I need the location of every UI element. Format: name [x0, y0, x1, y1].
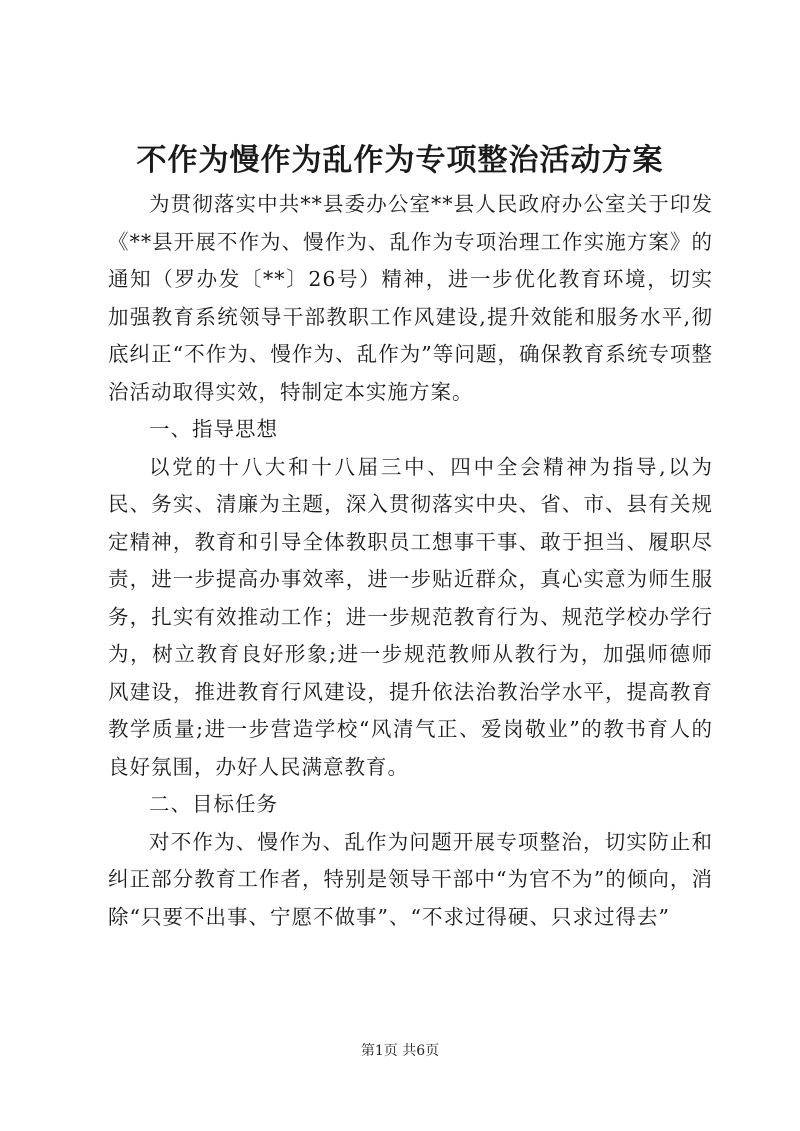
section-heading-goals-tasks: 二、目标任务 — [149, 792, 278, 816]
section-heading-guiding-ideology: 一、指导思想 — [149, 417, 278, 441]
paragraph-intro: 为贯彻落实中共**县委办公室**县人民政府办公室关于印发《**县开展不作为、慢作为、乱作为专项治理工作实施方案》的通知（罗办发〔**〕26号）精神，进一步优化教育环境，切实加强教育系统领导干部教职工作风建设,提升效能和服务水平,彻底纠正“不作为、慢作为、乱作为”等问题，确保教育系统专项整治活动取得实效，特制定本实施方案。 — [108, 192, 713, 404]
paragraph-guiding-ideology: 以党的十八大和十八届三中、四中全会精神为指导,以为民、务实、清廉为主题，深入贯彻落实中央、省、市、县有关规定精神，教育和引导全体教职员工想事干事、敢于担当、履职尽责，进一步提高办事效率，进一步贴近群众，真心实意为师生服务，扎实有效推动工作；进一步规范教育行为、规范学校办学行为，树立教育良好形象;进一步规范教师从教行为，加强师德师风建设，推进教育行风建设，提升依法治教治学水平，提高教育教学质量;进一步营造学校“风清气正、爱岗敬业”的教书育人的良好氛围，办好人民满意教育。 — [108, 454, 713, 779]
page-footer: 第1页 共6页 — [360, 1043, 440, 1059]
paragraph-goals-tasks: 对不作为、慢作为、乱作为问题开展专项整治，切实防止和纠正部分教育工作者，特别是领导干部中“为官不为”的倾向，消除“只要不出事、宁愿不做事”、“不求过得硬、只求过得去” — [108, 829, 713, 929]
document-title: 不作为慢作为乱作为专项整治活动方案 — [136, 143, 664, 178]
document-body — [108, 186, 713, 936]
